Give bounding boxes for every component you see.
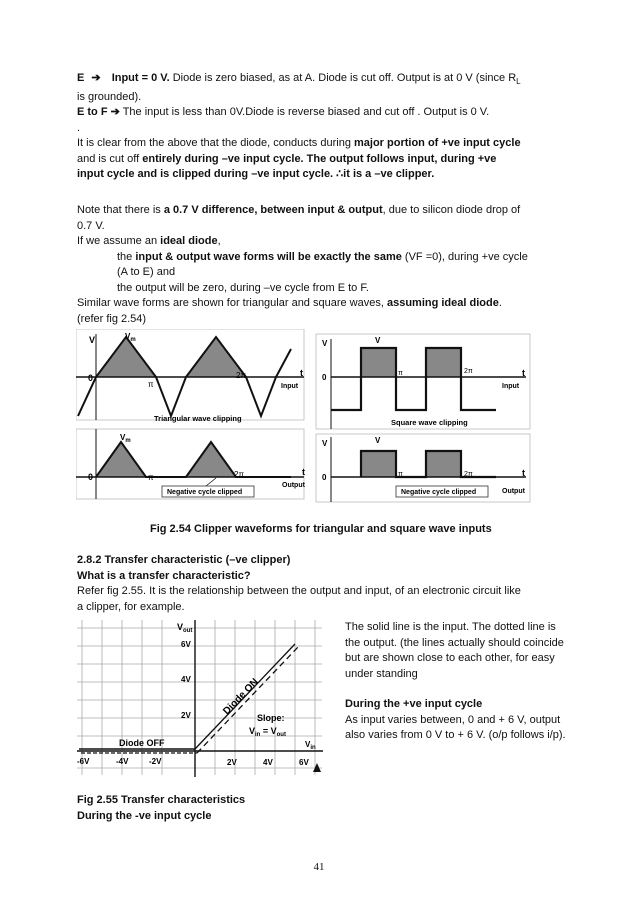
x-tick-neg4v: -4V xyxy=(116,757,129,766)
n8: (refer fig 2.54) xyxy=(77,312,147,325)
fig255-caption: Fig 2.55 Transfer characteristics xyxy=(77,794,246,806)
sq-out-t: t xyxy=(522,468,525,478)
para-note xyxy=(77,203,567,327)
sq-output-panel xyxy=(316,434,530,502)
y-tick-2v: 2V xyxy=(181,711,191,720)
section-question: What is a transfer characteristic? xyxy=(77,569,251,582)
n4a: the xyxy=(117,250,136,263)
label-ef: E to F xyxy=(77,106,108,119)
c1: It is clear from the above that the diode, conducts during xyxy=(77,137,354,150)
sq-out-label: Output xyxy=(502,488,525,495)
n6: the output will be zero, during –ve cycle from E to F. xyxy=(117,281,369,294)
c2b: entirely during –ve input cycle. The output follows input, during +ve xyxy=(142,152,497,165)
n3c: , xyxy=(217,235,221,247)
n1c: , due to silicon diode drop of xyxy=(382,204,521,216)
tri-in-2pi: 2π xyxy=(236,371,246,380)
tri-in-v: V xyxy=(89,335,96,345)
sq-in-v: V xyxy=(322,339,328,348)
section-q1: Refer fig 2.55. It is the relationship between the output and input, of an electronic circuit like xyxy=(77,585,521,597)
c3b: input cycle and is clipped during –ve input cycle. xyxy=(77,168,337,181)
x-tick-4v: 4V xyxy=(263,758,273,767)
fig255-after: During the -ve input cycle xyxy=(77,809,212,822)
tri-input-panel xyxy=(76,329,304,423)
y-tick-4v: 4V xyxy=(181,675,191,684)
n4c: (VF =0), during +ve cycle xyxy=(401,250,528,263)
section-282 xyxy=(77,553,567,615)
therefore-symbol: ∴ xyxy=(336,168,344,181)
n1: Note that there is xyxy=(77,204,164,216)
y-tick-6v: 6V xyxy=(181,640,191,649)
sq-in-pi: π xyxy=(398,370,403,377)
section-q2: a clipper, for example. xyxy=(77,600,185,613)
sq-out-zero: 0 xyxy=(322,473,327,482)
c3b2: it is a –ve clipper. xyxy=(343,168,435,181)
section-heading: 2.8.2 Transfer characteristic (–ve clipper) xyxy=(77,554,291,566)
tri-out-label: Output xyxy=(282,482,305,489)
right-heading: During the +ve input cycle xyxy=(345,698,483,710)
e-sub: L xyxy=(516,77,521,87)
tri-out-2pi: 2π xyxy=(234,470,244,479)
x-tick-6v: 6V xyxy=(299,758,309,767)
vout-label: $V_{out}$ xyxy=(177,622,193,634)
diode-on-label: Diode ON xyxy=(221,676,261,718)
dot: . xyxy=(77,121,81,134)
vin-label: $V_{in}$ xyxy=(305,740,316,751)
e-text2: is grounded). xyxy=(77,90,142,103)
sq-out-2pi: 2π xyxy=(464,471,473,478)
right-r2: As input varies between, 0 and + 6 V, output also varies from 0 V to + 6 V. (o/p follows i/p). xyxy=(345,713,566,741)
sq-out-pi: π xyxy=(398,471,403,478)
sq-out-v: V xyxy=(322,439,328,448)
sq-out-v2: V xyxy=(375,436,381,445)
right-r1: The solid line is the input. The dotted line is the output. (the lines actually should coincide but are shown close to each other, for easy under standing xyxy=(345,621,564,680)
n7c: . xyxy=(498,297,502,309)
slope-label: Slope: xyxy=(257,713,285,723)
e-lead: Input = 0 V. xyxy=(111,72,170,84)
n2: 0.7 V. xyxy=(77,219,105,232)
tri-clip-label: Triangular wave clipping xyxy=(154,414,242,423)
c2: and is cut off xyxy=(77,152,143,165)
sq-in-v2: V xyxy=(375,336,381,345)
sq-in-t: t xyxy=(522,368,525,378)
sq-in-zero: 0 xyxy=(322,373,327,382)
ef-text: The input is less than 0V.Diode is reverse biased and cut off . Output is 0 V. xyxy=(119,106,490,119)
n1b: a 0.7 V difference, between input & output xyxy=(163,204,383,216)
c1b: major portion of +ve input cycle xyxy=(354,137,521,150)
e-text: Diode is zero biased, as at A. Diode is cut off. Output is at 0 V (since R xyxy=(169,72,517,84)
fig255-caption-block xyxy=(77,793,567,824)
slope-formula: $V_{in} = V_{out}$ xyxy=(249,726,286,738)
arrow-right-icon: ➔ xyxy=(110,106,120,119)
sq-in-2pi: 2π xyxy=(464,368,473,375)
figure-2-55 xyxy=(77,620,327,780)
sq-in-label: Input xyxy=(502,383,520,390)
fig254-caption: Fig 2.54 Clipper waveforms for triangular and square wave inputs xyxy=(150,523,492,535)
tri-out-vm: $V_m$ xyxy=(120,433,131,444)
tri-in-t: t xyxy=(300,368,303,378)
n7: Similar wave forms are shown for triangular and square waves, xyxy=(77,297,387,309)
n3b: ideal diode xyxy=(160,235,218,247)
sq-clip-label: Square wave clipping xyxy=(391,418,468,427)
tri-output-panel xyxy=(76,429,306,499)
tri-in-vm: $V_m$ xyxy=(125,332,136,343)
x-tick-neg6v: -6V xyxy=(77,757,90,766)
diode-off-label: Diode OFF xyxy=(119,738,165,748)
figure-2-54 xyxy=(76,329,534,506)
tri-in-zero: 0 xyxy=(88,373,94,383)
n7b: assuming ideal diode xyxy=(386,297,499,309)
tri-in-pi: π xyxy=(148,380,154,389)
x-tick-2v: 2V xyxy=(227,758,237,767)
label-e: E xyxy=(77,72,85,84)
tri-in-label: Input xyxy=(281,383,299,390)
n5: (A to E) and xyxy=(117,266,176,278)
sq-input-panel xyxy=(316,334,530,429)
n4b: input & output wave forms will be exactly the same xyxy=(135,250,402,263)
tri-out-pi: π xyxy=(148,473,154,482)
sq-neg-label: Negative cycle clipped xyxy=(401,489,477,496)
tri-out-zero: 0 xyxy=(88,472,94,482)
page-number: 41 xyxy=(313,861,325,873)
tri-out-t: t xyxy=(302,467,305,477)
arrow-right-icon: ➔ xyxy=(91,72,101,84)
tri-neg-label: Negative cycle clipped xyxy=(167,489,243,496)
n3: If we assume an xyxy=(77,235,161,247)
x-tick-neg2v: -2V xyxy=(149,757,162,766)
right-column xyxy=(345,620,570,744)
para-e xyxy=(77,71,567,183)
